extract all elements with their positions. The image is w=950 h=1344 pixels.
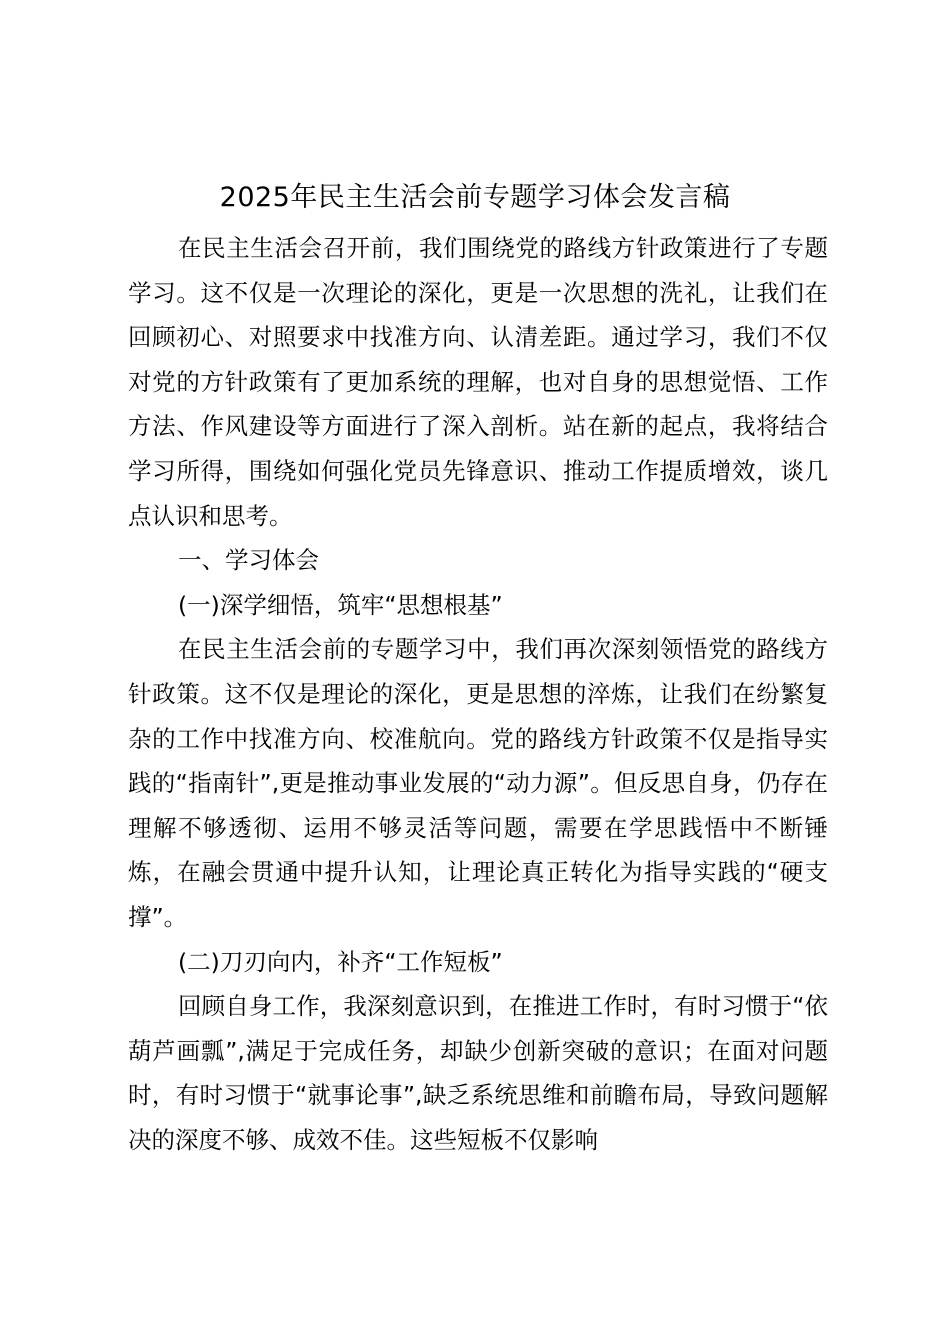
subsection-paragraph-1: 在民主生活会前的专题学习中，我们再次深刻领悟党的路线方针政策。这不仅是理论的深化，更是思想的淬炼，让我们在纷繁复杂的工作中找准方向、校准航向。党的路线方针政策不仅是指导实践的“指南针”,更是推动事业发展的“动力源”。但反思自身，仍存在理解不够透彻、运用不够灵活等问题，需要在学思践悟中不断锤炼，在融会贯通中提升认知，让理论真正转化为指导实践的“硬支撑”。 (128, 635, 828, 931)
subsection-heading-2: (二)刀刃向内，补齐“工作短板” (178, 947, 503, 976)
subsection-paragraph-2: 回顾自身工作，我深刻意识到，在推进工作时，有时习惯于“依葫芦画瓢”,满足于完成任务，却缺少创新突破的意识；在面对问题时，有时习惯于“就事论事”,缺乏系统思维和前瞻布局，导致问题解决的深度不够、成效不佳。这些短板不仅影响 (128, 992, 828, 1154)
document-title: 2025年民主生活会前专题学习体会发言稿 (219, 182, 731, 213)
subsection-heading-1: (一)深学细悟，筑牢“思想根基” (178, 590, 503, 619)
section-heading-1: 一、学习体会 (178, 546, 319, 575)
intro-paragraph: 在民主生活会召开前，我们围绕党的路线方针政策进行了专题学习。这不仅是一次理论的深化，更是一次思想的洗礼，让我们在回顾初心、对照要求中找准方向、认清差距。通过学习，我们不仅对党的方针政策有了更加系统的理解，也对自身的思想觉悟、工作方法、作风建设等方面进行了深入剖析。站在新的起点，我将结合学习所得，围绕如何强化党员先锋意识、推动工作提质增效，谈几点认识和思考。 (128, 234, 828, 530)
document-body (128, 226, 828, 1162)
